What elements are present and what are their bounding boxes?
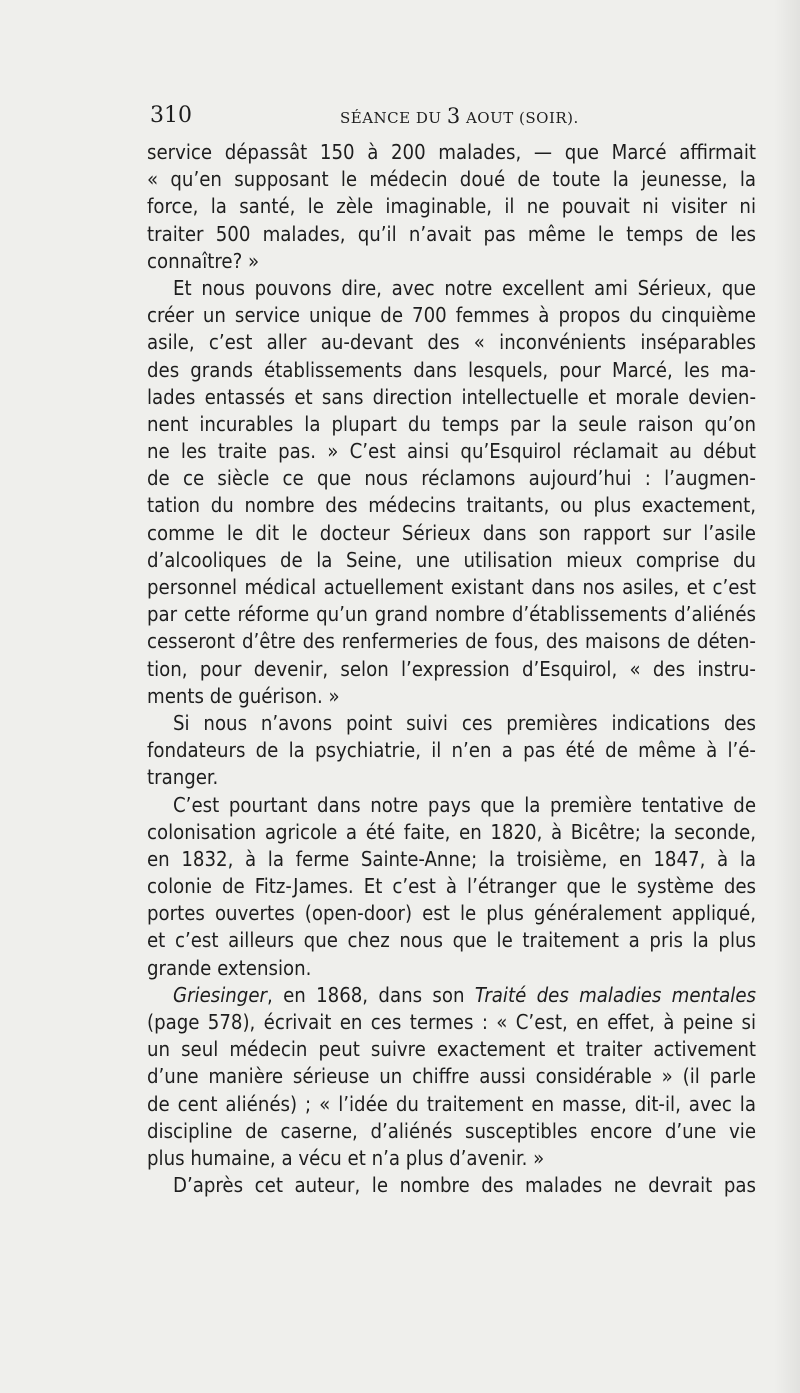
text-line: tranger. — [147, 765, 219, 790]
text-line: lades entassés et sans direction intellectuelle et morale devien- — [147, 384, 756, 409]
text-line: traiter 500 malades, qu’il n’avait pas même le temps de les — [147, 221, 756, 246]
text-line: par cette réforme qu’un grand nombre d’établissements d’aliénés — [147, 602, 756, 627]
running-head-close: ). — [567, 109, 579, 127]
text-line: d’une manière sérieuse un chiffre aussi considérable » (il parle — [147, 1064, 756, 1089]
text-line: nent incurables la plupart du temps par la seule raison qu’on — [147, 411, 756, 436]
text-line: service dépassât 150 à 200 malades, — que Marcé affirmait — [147, 140, 756, 164]
text-line: D’après cet auteur, le nombre des malades ne devrait pas — [173, 1173, 756, 1198]
text-line: (page 578), écrivait en ces termes : « C’est, en effet, à peine si — [147, 1010, 756, 1034]
text-line: comme le dit le docteur Sérieux dans son rapport sur l’asile — [147, 520, 756, 545]
text-line — [147, 982, 756, 1009]
page-number: 310 — [150, 103, 192, 128]
text-line: connaître? » — [147, 248, 260, 273]
running-head — [340, 101, 579, 133]
running-head-prefix: SÉANCE DU — [340, 109, 447, 127]
running-head-month: AOUT ( — [460, 109, 526, 127]
text-line: et c’est ailleurs que chez nous que le traitement a pris la plus — [147, 928, 756, 953]
body-text — [147, 139, 756, 1199]
running-head-soir: SOIR — [525, 109, 568, 127]
page-edge-shadow — [774, 0, 800, 1393]
text-line: force, la santé, le zèle imaginable, il ne pouvait ni visiter ni — [147, 194, 756, 219]
text-line: ne les traite pas. » C’est ainsi qu’Esquirol réclamait au début — [147, 439, 756, 464]
text-line: tation du nombre des médecins traitants, ou plus exactement, — [147, 493, 756, 518]
text-line: fondateurs de la psychiatrie, il n’en a pas été de même à l’é- — [147, 738, 756, 763]
author-name: Griesinger — [173, 982, 267, 1007]
text-line: grande extension. — [147, 955, 312, 980]
text-line: cesseront d’être des renfermeries de fous, des maisons de déten- — [147, 629, 756, 654]
text-line: « qu’en supposant le médecin doué de toute la jeunesse, la — [147, 167, 756, 192]
text-line: de cent aliénés) ; « l’idée du traitement en masse, dit-il, avec la — [147, 1091, 756, 1116]
text-line: un seul médecin peut suivre exactement et traiter activement — [147, 1037, 756, 1062]
text-line: en 1832, à la ferme Sainte-Anne; la troisième, en 1847, à la — [147, 846, 756, 871]
text-fragment: , en 1868, dans son — [266, 982, 475, 1007]
text-line: d’alcooliques de la Seine, une utilisation mieux comprise du — [147, 547, 756, 572]
text-line: portes ouvertes (open-door) est le plus généralement appliqué, — [147, 901, 756, 926]
text-line: C’est pourtant dans notre pays que la première tentative de — [173, 792, 756, 817]
text-line: asile, c’est aller au-devant des « inconvénients inséparables — [147, 330, 756, 355]
text-line: plus humaine, a vécu et n’a plus d’avenir. » — [147, 1145, 545, 1170]
running-head-day: 3 — [446, 104, 461, 128]
text-line: des grands établissements dans lesquels, pour Marcé, les ma- — [147, 357, 756, 382]
text-line: personnel médical actuellement existant dans nos asiles, et c’est — [147, 575, 756, 599]
text-line: Si nous n’avons point suivi ces premières indications des — [173, 710, 756, 735]
text-line: Et nous pouvons dire, avec notre excellent ami Sérieux, que — [173, 275, 756, 300]
text-line: tion, pour devenir, selon l’expression d’Esquirol, « des instru- — [147, 656, 756, 681]
text-line: de ce siècle ce que nous réclamons aujourd’hui : l’augmen- — [147, 466, 756, 491]
text-line: discipline de caserne, d’aliénés susceptibles encore d’une vie — [147, 1118, 756, 1143]
text-line: colonisation agricole a été faite, en 1820, à Bicêtre; la seconde, — [147, 819, 756, 844]
book-title: Traité des maladies mentales — [474, 982, 756, 1007]
text-line: colonie de Fitz-James. Et c’est à l’étranger que le système des — [147, 874, 756, 899]
text-line: créer un service unique de 700 femmes à propos du cinquième — [147, 303, 756, 328]
page-header — [150, 101, 756, 131]
text-line: ments de guérison. » — [147, 683, 340, 708]
